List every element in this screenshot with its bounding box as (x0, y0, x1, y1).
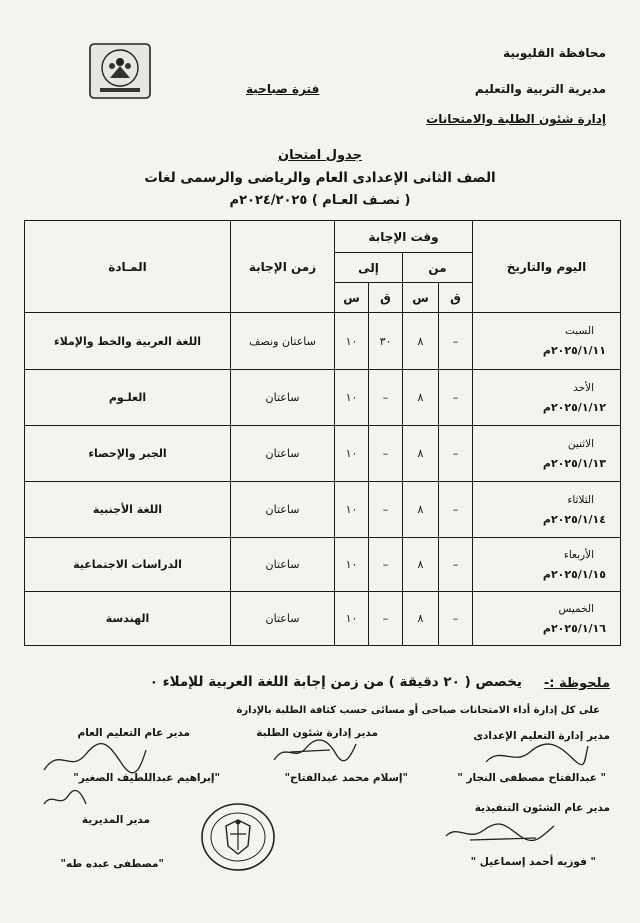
table-row (25, 426, 621, 482)
to-minute: – (369, 538, 403, 592)
to-minute: – (369, 426, 403, 482)
directorate-director-title: مدير المديرية (81, 814, 150, 826)
table-row (25, 482, 621, 538)
duration-cell: ساعتان (231, 370, 335, 426)
day-name: السبت (565, 325, 594, 337)
from-hour: ٨ (403, 482, 439, 538)
to-hour: ١٠ (335, 426, 369, 482)
day-cell (473, 426, 621, 482)
table-row (25, 538, 621, 592)
governorate-label: محافظة القليوبية (503, 46, 606, 60)
from-minute: – (439, 370, 473, 426)
day-name: الأحد (573, 381, 594, 394)
subject-cell: الدراسات الاجتماعية (25, 538, 231, 592)
duration-cell: ساعتان (231, 426, 335, 482)
general-signature-icon (40, 740, 150, 780)
note-instruction: على كل إدارة أداء الامتحانات صباحى أو مسائى حسب كثافة الطلبة بالإدارة (236, 705, 600, 716)
students-director-title: مدير إدارة شئون الطلبة (256, 727, 378, 739)
students-signature-icon (270, 732, 360, 768)
subject-cell: اللغة الأجنبية (25, 482, 231, 538)
day-cell (473, 313, 621, 370)
day-cell (473, 592, 621, 646)
general-director-name: "إبراهيم عبداللطيف الصغير" (73, 772, 220, 784)
from-minute: – (439, 482, 473, 538)
table-row (25, 370, 621, 426)
directorate-label: مديرية التربية والتعليم (474, 82, 606, 96)
from-hour: ٨ (403, 370, 439, 426)
day-date: ٢٠٢٥/١/١٢م (542, 400, 606, 414)
to-hour: ١٠ (335, 370, 369, 426)
header-from-hour: س (403, 283, 439, 313)
day-name: الثلاثاء (567, 493, 594, 506)
header-to-hour: س (335, 283, 369, 313)
day-name: الأربعاء (563, 548, 594, 561)
prep-director-name: " عبدالفتاح مصطفى النجار " (457, 772, 606, 784)
period-label: فترة صباحية (246, 82, 320, 96)
day-cell (473, 370, 621, 426)
day-cell (473, 482, 621, 538)
from-minute: – (439, 592, 473, 646)
prep-signature-icon (480, 738, 590, 772)
day-name: الاثنين (567, 437, 594, 450)
day-cell (473, 538, 621, 592)
to-minute: – (369, 592, 403, 646)
department-label: إدارة شئون الطلبة والامتحانات (426, 112, 606, 126)
from-hour: ٨ (403, 592, 439, 646)
day-date: ٢٠٢٥/١/١٣م (542, 456, 606, 470)
table-row (25, 313, 621, 370)
to-hour: ١٠ (335, 538, 369, 592)
header-subject: المـادة (25, 221, 231, 313)
from-minute: – (439, 538, 473, 592)
header-duration: زمن الإجابة (231, 221, 335, 313)
table-row (25, 592, 621, 646)
day-name: الخميس (558, 602, 594, 615)
from-hour: ٨ (403, 313, 439, 370)
note-text: يخصص ( ٢٠ دقيقة ) من زمن إجابة اللغة العربية للإملاء ٠ (149, 674, 522, 690)
day-date: ٢٠٢٥/١/١٦م (542, 621, 606, 635)
header-to: إلى (335, 253, 403, 283)
exam-schedule-table (24, 220, 621, 646)
to-minute: ٣٠ (369, 313, 403, 370)
general-director-title: مدير عام التعليم العام (77, 727, 190, 739)
official-stamp-icon (198, 800, 278, 874)
duration-cell: ساعتان (231, 538, 335, 592)
duration-cell: ساعتان (231, 482, 335, 538)
directorate-signature-icon (40, 786, 90, 812)
duration-cell: ساعتان ونصف (231, 313, 335, 370)
header-answer-time: وقت الإجابة (335, 221, 473, 253)
subject-cell: العلـوم (25, 370, 231, 426)
to-hour: ١٠ (335, 482, 369, 538)
day-date: ٢٠٢٥/١/١٤م (542, 512, 606, 526)
exec-director-title: مدير عام الشئون التنفيذية (474, 802, 610, 814)
term-title: ( نصـف العـام ) ٢٠٢٤/٢٠٢٥م (229, 193, 411, 208)
duration-cell: ساعتان (231, 592, 335, 646)
students-director-name: "إسلام محمد عبدالفتاح" (284, 772, 408, 784)
directorate-logo-icon (88, 42, 152, 100)
from-hour: ٨ (403, 426, 439, 482)
from-hour: ٨ (403, 538, 439, 592)
subject-cell: الجبر والإحصاء (25, 426, 231, 482)
exec-director-name: " فوزيه أحمد إسماعيل " (470, 856, 596, 868)
to-hour: ١٠ (335, 313, 369, 370)
to-minute: – (369, 370, 403, 426)
page-title: جدول امتحان (278, 148, 362, 163)
header-to-minute: ق (369, 283, 403, 313)
prep-director-title: مدير إدارة التعليم الإعدادى (473, 730, 610, 742)
day-date: ٢٠٢٥/١/١١م (542, 344, 606, 357)
header-day-date: اليوم والتاريخ (473, 221, 621, 313)
directorate-director-name: "مصطفى عبده طه" (60, 858, 164, 870)
note-label: ملحوظة :- (543, 676, 610, 691)
from-minute: – (439, 313, 473, 370)
from-minute: – (439, 426, 473, 482)
exec-signature-icon (440, 816, 560, 848)
to-minute: – (369, 482, 403, 538)
to-hour: ١٠ (335, 592, 369, 646)
day-date: ٢٠٢٥/١/١٥م (542, 567, 606, 581)
subject-cell: اللغة العربية والخط والإملاء (25, 313, 231, 370)
header-from: من (403, 253, 473, 283)
header-from-minute: ق (439, 283, 473, 313)
subject-cell: الهندسة (25, 592, 231, 646)
grade-title: الصف الثانى الإعدادى العام والرياضى والرسمى لغات (144, 170, 496, 186)
